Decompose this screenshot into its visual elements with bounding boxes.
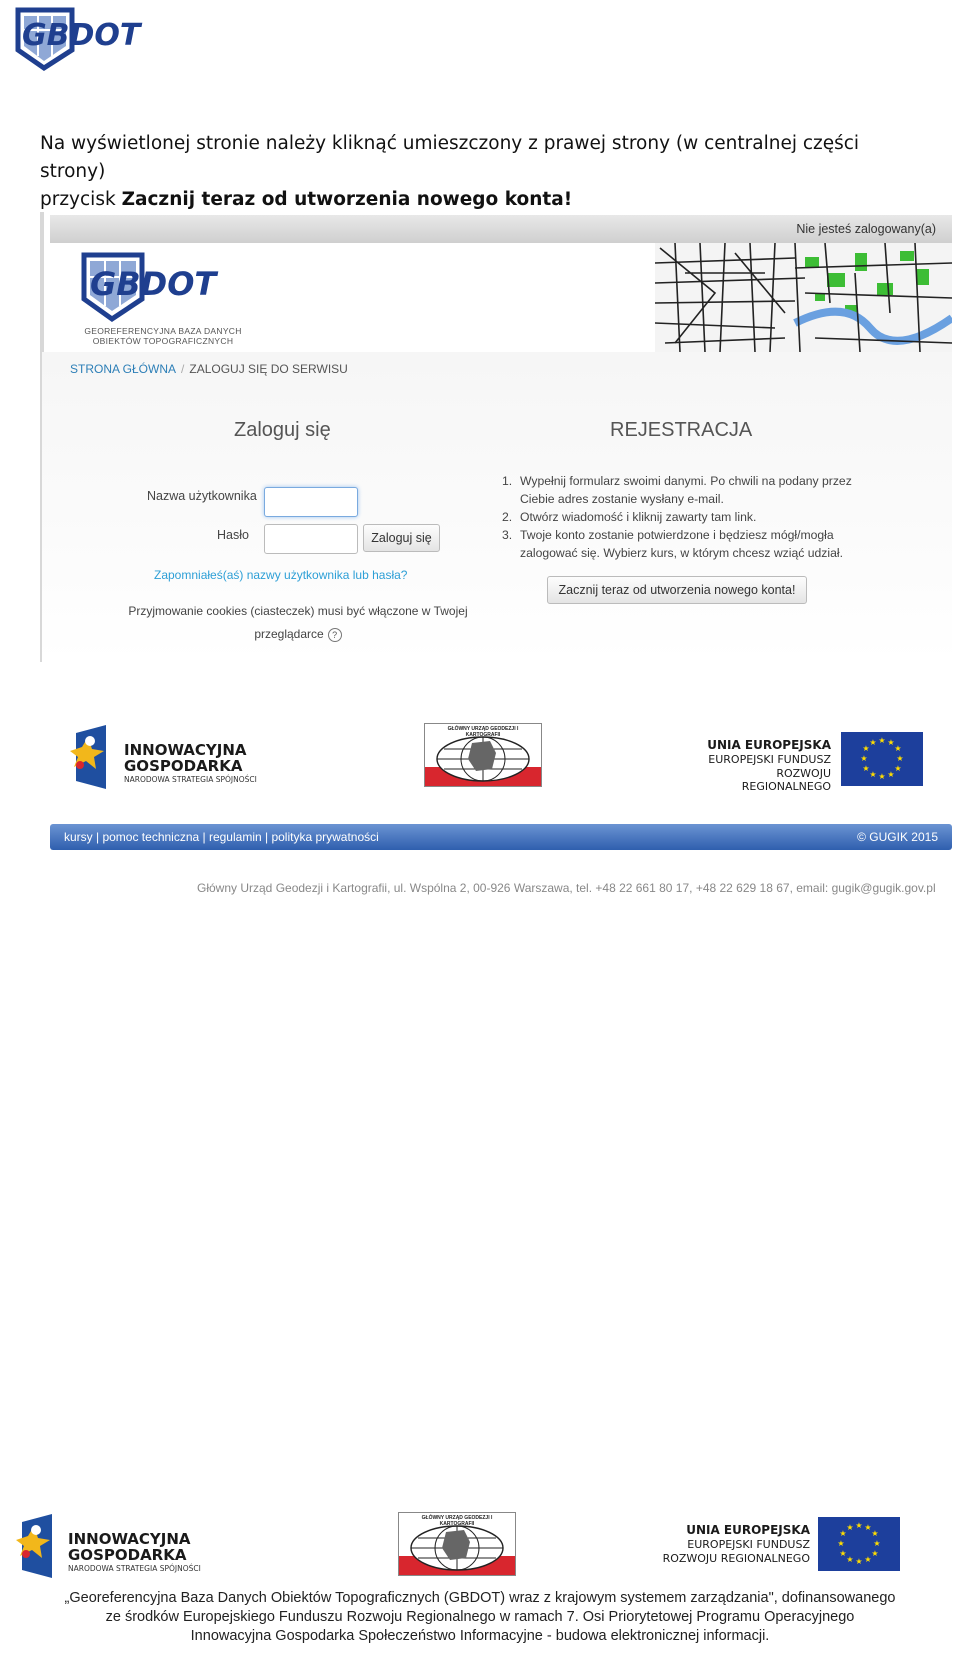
site-content [42,352,952,662]
svg-text:★: ★ [864,1555,872,1564]
register-step-2: 2. Otwórz wiadomość i kliknij zawarty tam link. [502,510,757,524]
password-input[interactable] [264,524,358,554]
svg-text:★: ★ [887,770,895,779]
site-top-bar [50,215,952,243]
svg-text:★: ★ [871,1529,879,1538]
caption-line-2: ze środków Europejskiego Funduszu Rozwoju Regionalnego w ramach 7. Osi Priorytetowej Programu Operacyjnego [105,1609,855,1625]
forgot-password-link[interactable]: Zapomniałeś(aś) nazwy użytkownika lub hasła? [154,568,408,582]
register-step-1: 1. Wypełnij formularz swoimi danymi. Po chwili na podany przez Ciebie adres zostanie wysłany e-mail. [502,474,852,506]
register-step-3: 3. Twoje konto zostanie potwierdzone i będziesz mógł/mogła zalogować się. Wybierz kurs, w którym chcesz wziąć udział. [502,528,843,560]
svg-text:★: ★ [860,754,868,763]
help-icon[interactable]: ? [328,628,342,642]
svg-text:★: ★ [837,1539,845,1548]
instruction-text [40,130,920,214]
svg-text:★: ★ [871,1549,879,1558]
svg-text:★: ★ [894,764,902,773]
svg-text:★: ★ [864,1523,872,1532]
breadcrumb-separator: / [181,362,185,376]
svg-text:★: ★ [869,770,877,779]
gugik-label: GŁÓWNY URZĄD GEODEZJI I KARTOGRAFII [421,1515,493,1527]
breadcrumb-current: ZALOGUJ SIĘ DO SERWISU [189,362,348,376]
city-map-image [655,243,952,352]
svg-text:★: ★ [887,738,895,747]
svg-text:★: ★ [862,764,870,773]
map-icon [655,243,952,352]
login-status[interactable]: Nie jesteś zalogowany(a) [796,222,936,236]
create-account-button[interactable]: Zacznij teraz od utworzenia nowego konta! [547,576,807,604]
login-title: Zaloguj się [234,419,331,441]
password-label: Hasło [217,528,249,542]
svg-text:★: ★ [846,1523,854,1532]
cookies-notice: Przyjmowanie cookies (ciasteczek) musi być włączone w Twojej [128,604,468,618]
svg-text:★: ★ [869,738,877,747]
site-banner [50,243,952,352]
eu-logo-bottom: UNIA EUROPEJSKA EUROPEJSKI FUNDUSZ ROZWOJU REGIONALNEGO ★ ★ ★ ★ ★ ★ ★ ★ ★ ★ ★ ★ [662,1517,900,1571]
footer-links[interactable]: kursy | pomoc techniczna | regulamin | polityka prywatności [64,830,379,844]
username-label: Nazwa użytkownika [147,489,257,503]
gugik-logo-bottom [398,1512,516,1576]
eu-logo: UNIA EUROPEJSKA EUROPEJSKI FUNDUSZ ROZWOJU REGIONALNEGO ★ ★ ★ ★ ★ ★ ★ ★ ★ ★ ★ ★ [685,732,923,786]
register-title: REJESTRACJA [610,419,753,441]
svg-text:★: ★ [839,1529,847,1538]
svg-text:★: ★ [862,744,870,753]
gugik-logo [424,723,542,787]
eu-flag-icon [841,732,923,786]
svg-text:★: ★ [839,1549,847,1558]
logo-text: GBDOT [22,18,141,53]
svg-text:★: ★ [855,1521,863,1530]
svg-text:★: ★ [846,1555,854,1564]
svg-text:★: ★ [878,772,886,781]
gugik-label: GŁÓWNY URZĄD GEODEZJI I KARTOGRAFII [447,726,519,738]
svg-text:★: ★ [878,736,886,745]
innowacyjna-gospodarka-logo: INNOWACYJNA GOSPODARKA NARODOWA STRATEGIA SPÓJNOŚCI [68,725,278,789]
instruction-line-2: przycisk Zacznij teraz od utworzenia nowego konta! [40,189,573,210]
breadcrumb [70,362,348,376]
site-logo-subtitle: GEOREFERENCYJNA BAZA DANYCH OBIEKTÓW TOPOGRAFICZNYCH [84,326,242,346]
instruction-bold: Zacznij teraz od utworzenia nowego konta! [121,189,573,210]
ig-flag-icon [14,1514,56,1578]
caption-line-1: „Georeferencyjna Baza Danych Obiektów Topograficznych (GBDOT) wraz z krajowym systemem zarządzania", dofinansowanego [64,1590,896,1606]
svg-text:★: ★ [873,1539,881,1548]
svg-text:★: ★ [894,744,902,753]
svg-text:★: ★ [855,1557,863,1566]
site-address: Główny Urząd Geodezji i Kartografii, ul. Wspólna 2, 00-926 Warszawa, tel. +48 22 661 80 17, +48 22 629 18 67, email: gugik@gugik.gov.pl [197,881,936,895]
copyright: © GUGIK 2015 [857,830,938,844]
login-button[interactable]: Zaloguj się [363,524,440,552]
caption-line-3: Innowacyjna Gospodarka Społeczeństwo Informacyjne - budowa elektronicznej informacji. [190,1628,770,1644]
eu-flag-icon [818,1517,900,1571]
site-logo[interactable] [80,251,215,323]
svg-text:★: ★ [896,754,904,763]
breadcrumb-home-link[interactable]: STRONA GŁÓWNA [70,362,177,376]
site-logo-text: GBDOT [90,265,217,303]
innowacyjna-gospodarka-logo-bottom: INNOWACYJNA GOSPODARKA NARODOWA STRATEGIA SPÓJNOŚCI [14,1514,224,1578]
site-footer-bar [50,824,952,850]
register-steps [502,472,862,562]
ig-flag-icon [68,725,110,789]
username-input[interactable] [264,487,358,517]
document-logo [14,6,139,72]
cookies-notice-line-2: przeglądarce ? [108,627,488,642]
instruction-line-1: Na wyświetlonej stronie należy kliknąć umieszczony z prawej strony (w centralnej części strony) [40,133,860,182]
funding-caption [20,1589,940,1646]
